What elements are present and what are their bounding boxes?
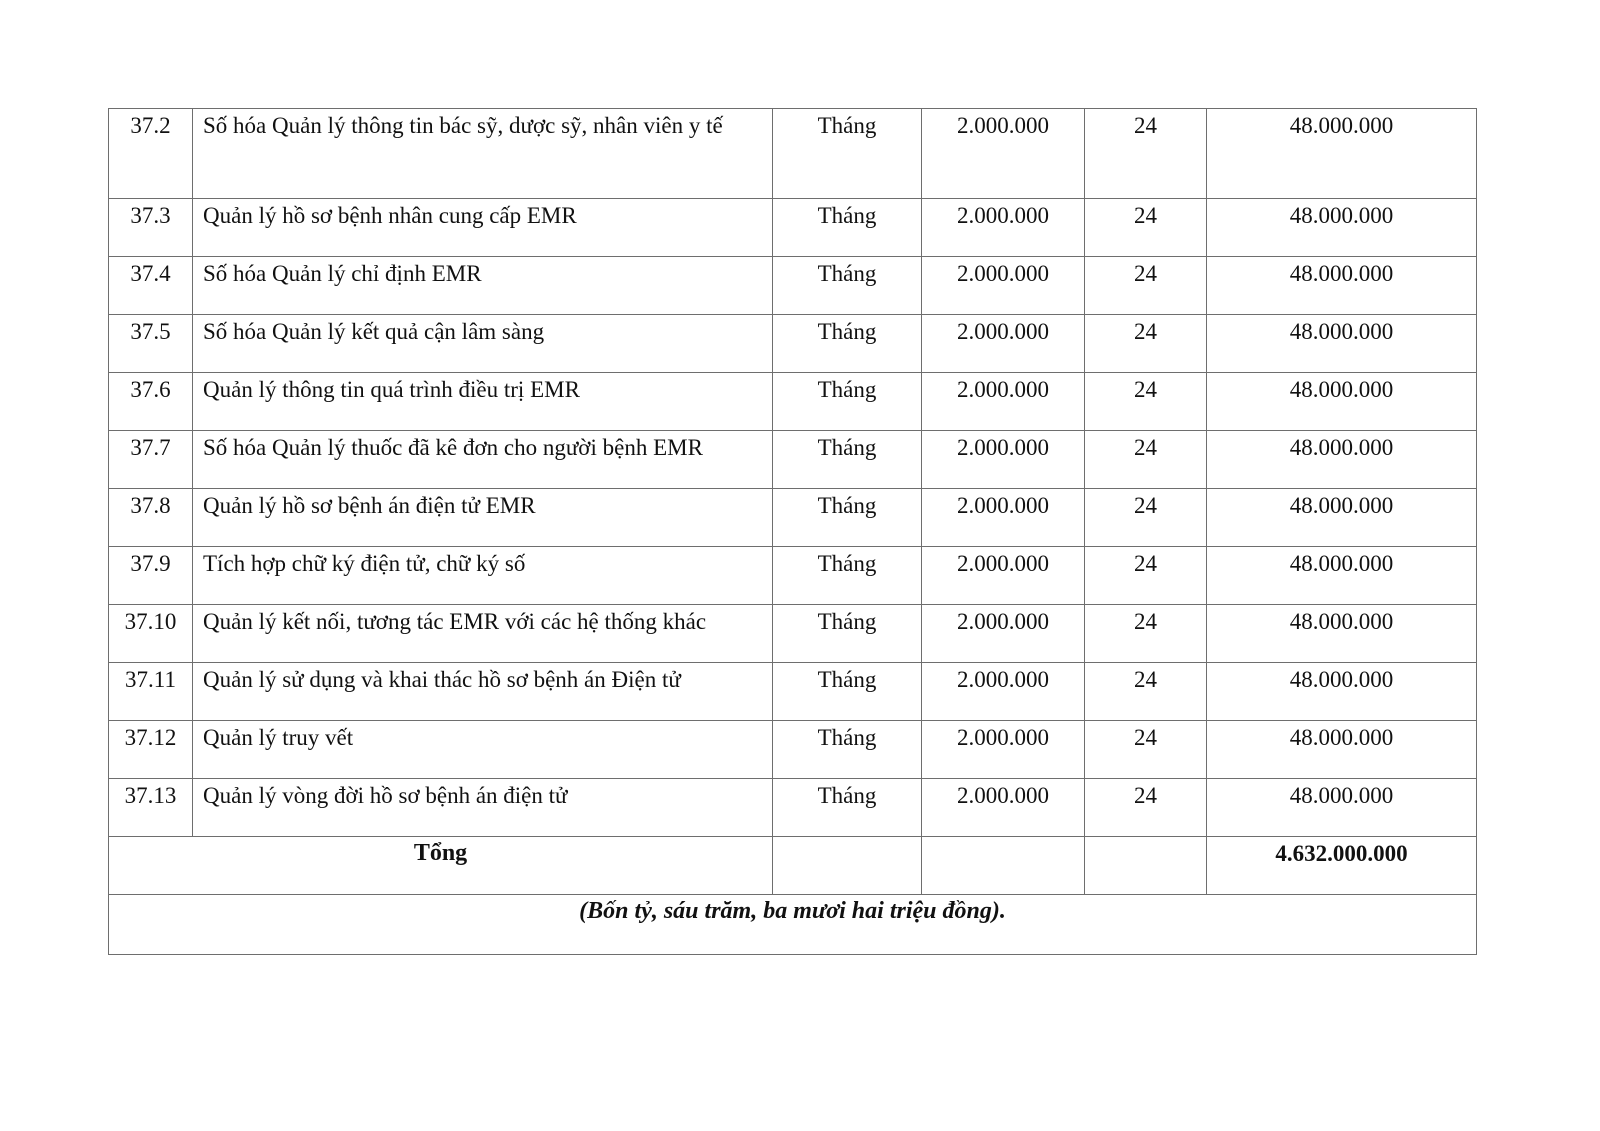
cost-table <box>108 108 1477 955</box>
item-quantity: 24 <box>1085 373 1207 431</box>
item-amount: 48.000.000 <box>1207 431 1477 489</box>
item-amount: 48.000.000 <box>1207 605 1477 663</box>
item-amount: 48.000.000 <box>1207 199 1477 257</box>
amount-in-words-row <box>109 895 1477 955</box>
item-unit: Tháng <box>773 373 922 431</box>
item-number: 37.5 <box>109 315 193 373</box>
table-row <box>109 605 1477 663</box>
table-row <box>109 431 1477 489</box>
item-amount: 48.000.000 <box>1207 721 1477 779</box>
item-number: 37.9 <box>109 547 193 605</box>
item-amount: 48.000.000 <box>1207 373 1477 431</box>
total-empty-cell <box>1085 837 1207 895</box>
item-number: 37.13 <box>109 779 193 837</box>
table-row <box>109 109 1477 199</box>
item-quantity: 24 <box>1085 109 1207 199</box>
item-name: Quản lý hồ sơ bệnh nhân cung cấp EMR <box>193 199 773 257</box>
item-unit-price: 2.000.000 <box>922 315 1085 373</box>
item-unit-price: 2.000.000 <box>922 605 1085 663</box>
item-name: Quản lý truy vết <box>193 721 773 779</box>
total-row <box>109 837 1477 895</box>
item-unit: Tháng <box>773 663 922 721</box>
total-value: 4.632.000.000 <box>1207 837 1477 895</box>
table-row <box>109 315 1477 373</box>
item-name: Quản lý sử dụng và khai thác hồ sơ bệnh án Điện tử <box>193 663 773 721</box>
item-unit: Tháng <box>773 109 922 199</box>
table-row <box>109 257 1477 315</box>
table-row <box>109 489 1477 547</box>
item-quantity: 24 <box>1085 547 1207 605</box>
item-unit-price: 2.000.000 <box>922 779 1085 837</box>
item-unit-price: 2.000.000 <box>922 721 1085 779</box>
item-number: 37.12 <box>109 721 193 779</box>
item-quantity: 24 <box>1085 199 1207 257</box>
item-number: 37.11 <box>109 663 193 721</box>
item-quantity: 24 <box>1085 779 1207 837</box>
item-name: Quản lý kết nối, tương tác EMR với các hệ thống khác <box>193 605 773 663</box>
item-amount: 48.000.000 <box>1207 547 1477 605</box>
item-quantity: 24 <box>1085 721 1207 779</box>
item-unit: Tháng <box>773 257 922 315</box>
item-amount: 48.000.000 <box>1207 489 1477 547</box>
item-unit: Tháng <box>773 547 922 605</box>
item-quantity: 24 <box>1085 663 1207 721</box>
item-unit: Tháng <box>773 605 922 663</box>
table-row <box>109 721 1477 779</box>
item-unit-price: 2.000.000 <box>922 199 1085 257</box>
item-quantity: 24 <box>1085 605 1207 663</box>
item-amount: 48.000.000 <box>1207 663 1477 721</box>
table-row <box>109 663 1477 721</box>
item-unit: Tháng <box>773 431 922 489</box>
table-row <box>109 373 1477 431</box>
item-unit-price: 2.000.000 <box>922 489 1085 547</box>
item-amount: 48.000.000 <box>1207 779 1477 837</box>
item-number: 37.8 <box>109 489 193 547</box>
item-name: Tích hợp chữ ký điện tử, chữ ký số <box>193 547 773 605</box>
cost-table-body <box>109 109 1477 955</box>
item-quantity: 24 <box>1085 431 1207 489</box>
item-number: 37.4 <box>109 257 193 315</box>
item-unit: Tháng <box>773 315 922 373</box>
total-empty-cell <box>922 837 1085 895</box>
item-unit-price: 2.000.000 <box>922 431 1085 489</box>
item-name: Số hóa Quản lý kết quả cận lâm sàng <box>193 315 773 373</box>
item-name: Quản lý hồ sơ bệnh án điện tử EMR <box>193 489 773 547</box>
item-unit-price: 2.000.000 <box>922 547 1085 605</box>
item-unit: Tháng <box>773 199 922 257</box>
item-unit-price: 2.000.000 <box>922 663 1085 721</box>
item-quantity: 24 <box>1085 257 1207 315</box>
item-number: 37.7 <box>109 431 193 489</box>
item-name: Số hóa Quản lý chỉ định EMR <box>193 257 773 315</box>
item-amount: 48.000.000 <box>1207 315 1477 373</box>
item-name: Quản lý vòng đời hồ sơ bệnh án điện tử <box>193 779 773 837</box>
item-quantity: 24 <box>1085 489 1207 547</box>
item-unit: Tháng <box>773 489 922 547</box>
item-number: 37.2 <box>109 109 193 199</box>
item-name: Quản lý thông tin quá trình điều trị EMR <box>193 373 773 431</box>
item-quantity: 24 <box>1085 315 1207 373</box>
item-number: 37.10 <box>109 605 193 663</box>
table-row <box>109 547 1477 605</box>
item-unit: Tháng <box>773 779 922 837</box>
amount-in-words: (Bốn tỷ, sáu trăm, ba mươi hai triệu đồng). <box>109 895 1477 955</box>
item-name: Số hóa Quản lý thuốc đã kê đơn cho người bệnh EMR <box>193 431 773 489</box>
item-name: Số hóa Quản lý thông tin bác sỹ, dược sỹ, nhân viên y tế <box>193 109 773 199</box>
table-row <box>109 199 1477 257</box>
item-unit-price: 2.000.000 <box>922 109 1085 199</box>
item-number: 37.6 <box>109 373 193 431</box>
item-amount: 48.000.000 <box>1207 257 1477 315</box>
item-amount: 48.000.000 <box>1207 109 1477 199</box>
table-row <box>109 779 1477 837</box>
total-label: Tổng <box>109 837 773 895</box>
item-number: 37.3 <box>109 199 193 257</box>
item-unit-price: 2.000.000 <box>922 373 1085 431</box>
item-unit-price: 2.000.000 <box>922 257 1085 315</box>
total-empty-cell <box>773 837 922 895</box>
item-unit: Tháng <box>773 721 922 779</box>
